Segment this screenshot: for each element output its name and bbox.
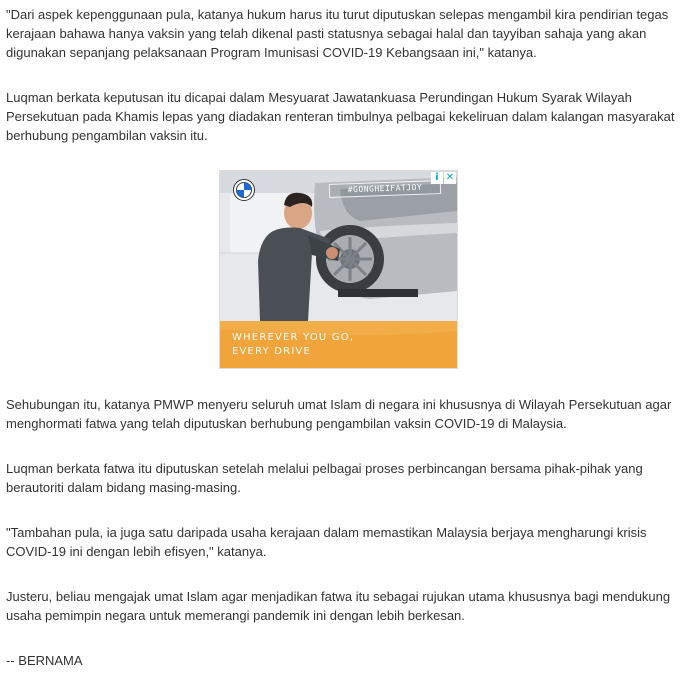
ad-tagline-line-2: EVERY DRIVE <box>232 346 312 357</box>
article-paragraph-4: Luqman berkata fatwa itu diputuskan setelah melalui pelbagai proses perbincangan bersama pihak-pihak yang berautoriti dalam bidang masing-masing. <box>6 461 643 495</box>
ad-choices-badge <box>431 172 456 184</box>
ad-tagline-line-1: WHEREVER YOU GO, <box>232 332 355 343</box>
article-paragraph-2: Luqman berkata keputusan itu dicapai dalam Mesyuarat Jawatankuasa Perundingan Hukum Syarak Wilayah Persekutuan pada Khamis lepas yang diadakan renteran timbulnya pelbagai kekeliruan dalam kalangan masyarakat berhubung pengambilan vaksin itu. <box>6 90 675 143</box>
ad-tagline <box>232 331 432 359</box>
bmw-logo-icon <box>233 179 255 201</box>
article-byline: -- BERNAMA <box>6 653 83 668</box>
ad-hashtag-sign: #GONGHEIFATJOY <box>329 180 441 198</box>
ad-info-icon[interactable]: i <box>431 172 443 184</box>
article-paragraph-6: Justeru, beliau mengajak umat Islam agar menjadikan fatwa itu sebagai rujukan utama khususnya bagi mendukung usaha pemimpin negara untuk memerangi pandemik ini dengan lebih berkesan. <box>6 589 671 623</box>
article-paragraph-1: "Dari aspek kepenggunaan pula, katanya hukum harus itu turut diputuskan selepas mengambil kira pendirian tegas kerajaan bahawa hanya vaksin yang telah dikenal pasti statusnya sebagai halal dan tayyiban sahaja yang akan digunakan sepanjang pelaksanaan Program Imunisasi COVID-19 Kebangsaan ini," katanya. <box>6 7 669 60</box>
advertisement-banner[interactable] <box>219 170 458 369</box>
article-paragraph-3: Sehubungan itu, katanya PMWP menyeru seluruh umat Islam di negara ini khususnya di Wilayah Persekutuan agar menghormati fatwa yang telah diputuskan berhubung pengambilan vaksin COVID-19 di Malaysia. <box>6 397 672 431</box>
ad-close-icon[interactable]: ✕ <box>445 172 455 183</box>
article-paragraph-5: "Tambahan pula, ia juga satu daripada usaha kerajaan dalam memastikan Malaysia berjaya mengharungi krisis COVID-19 ini dengan lebih efisyen," katanya. <box>6 525 647 559</box>
